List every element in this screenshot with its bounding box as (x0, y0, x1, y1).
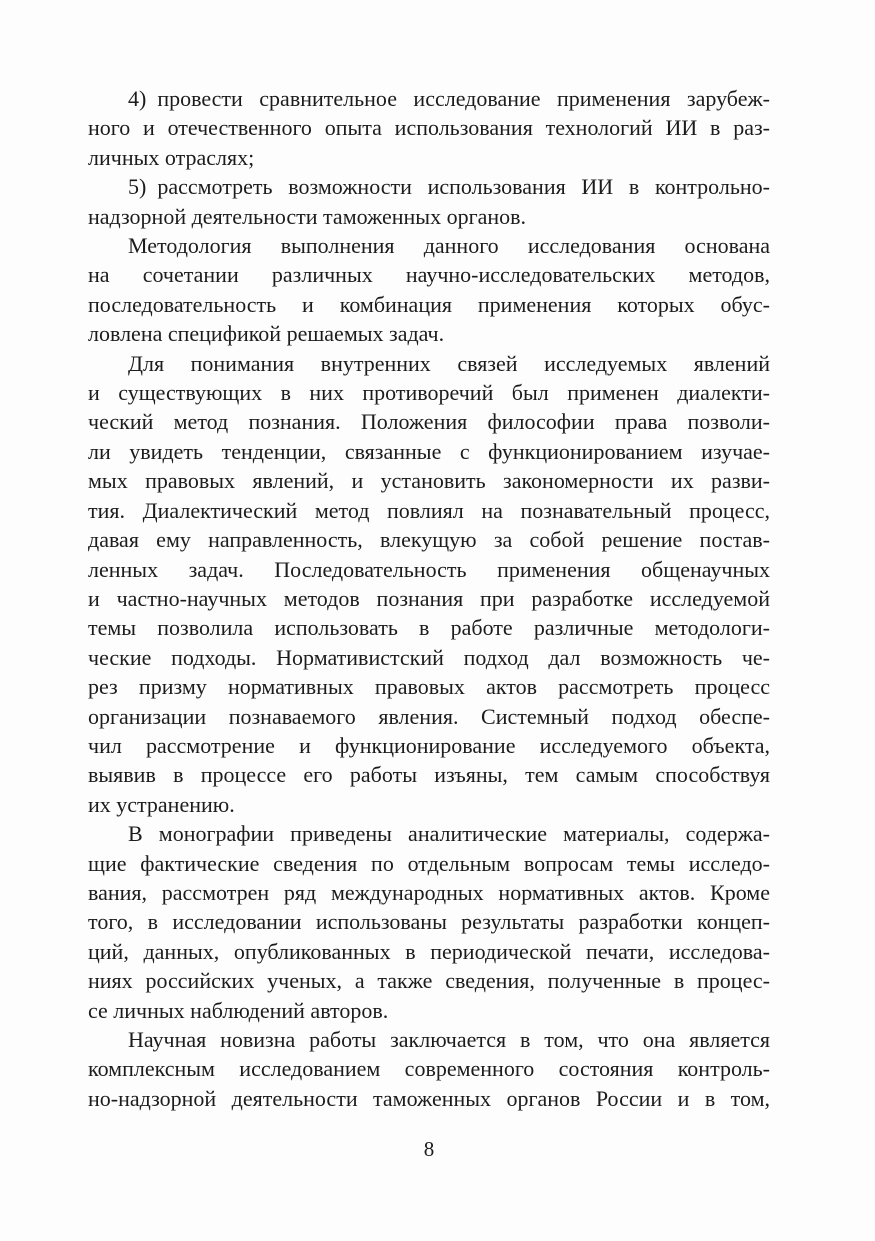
text-line: на сочетании различных научно-исследовательских методов, (88, 262, 770, 288)
text-line: В монографии приведены аналитические материалы, содержа- (128, 821, 770, 847)
text-line: и частно-научных методов познания при разработке исследуемой (88, 585, 770, 611)
page-number: 8 (423, 1137, 435, 1161)
text-line: надзорной деятельности таможенных органов. (88, 203, 527, 229)
text-line: личных отраслях; (88, 144, 255, 170)
text-line: их устранению. (88, 791, 235, 817)
text-line: последовательность и комбинация применения которых обус- (88, 291, 770, 317)
text-line: 4) провести сравнительное исследование применения зарубеж- (128, 86, 770, 111)
paragraph (88, 349, 770, 820)
text-line: чил рассмотрение и функционирование исследуемого объекта, (88, 732, 770, 758)
text-line: тия. Диалектический метод повлиял на познавательный процесс, (88, 497, 770, 523)
paragraph (88, 231, 770, 349)
text-block (88, 84, 770, 1113)
text-line: се личных наблюдений авторов. (88, 997, 389, 1023)
text-line: ловлена спецификой решаемых задач. (88, 321, 445, 347)
text-line: ного и отечественного опыта использования технологий ИИ в раз- (88, 115, 770, 141)
text-line: Для понимания внутренних связей исследуемых явлений (128, 350, 770, 376)
list-item-paragraph (88, 84, 770, 172)
text-line: Научная новизна работы заключается в том, что она является (128, 1027, 770, 1052)
list-item-paragraph (88, 172, 770, 231)
text-line: ли увидеть тенденции, связанные с функционированием изучае- (88, 438, 770, 464)
text-line: вания, рассмотрен ряд международных нормативных актов. Кроме (88, 879, 770, 905)
text-line: ций, данных, опубликованных в периодической печати, исследова- (88, 938, 770, 964)
text-line: щие фактические сведения по отдельным вопросам темы исследо- (88, 850, 770, 876)
text-line: ленных задач. Последовательность применения общенаучных (88, 556, 770, 582)
text-line: того, в исследовании использованы результаты разработки концеп- (88, 909, 770, 935)
text-line: ческий метод познания. Положения философии права позволи- (88, 409, 770, 435)
paragraph (88, 819, 770, 1025)
text-line: комплексным исследованием современного состояния контроль- (88, 1056, 770, 1082)
text-line: давая ему направленность, влекущую за собой решение постав- (88, 527, 770, 553)
paragraph (88, 1025, 770, 1113)
text-line: рез призму нормативных правовых актов рассмотреть процесс (88, 674, 770, 700)
text-line: ниях российских ученых, а также сведения, полученные в процес- (88, 968, 770, 994)
text-line: темы позволила использовать в работе различные методологи- (88, 615, 770, 641)
text-line: и существующих в них противоречий был применен диалекти- (88, 380, 770, 406)
text-line: ческие подходы. Нормативистский подход дал возможность че- (88, 644, 770, 670)
text-line: но-надзорной деятельности таможенных органов России и в том, (88, 1085, 770, 1111)
text-line: 5) рассмотреть возможности использования ИИ в контрольно- (128, 174, 770, 200)
page-footer (88, 1137, 770, 1162)
text-line: выявив в процессе его работы изъяны, тем самым способствуя (88, 762, 770, 788)
text-line: мых правовых явлений, и установить закономерности их разви- (88, 468, 770, 494)
text-line: Методология выполнения данного исследования основана (128, 233, 770, 259)
text-line: организации познаваемого явления. Системный подход обеспе- (88, 703, 770, 729)
